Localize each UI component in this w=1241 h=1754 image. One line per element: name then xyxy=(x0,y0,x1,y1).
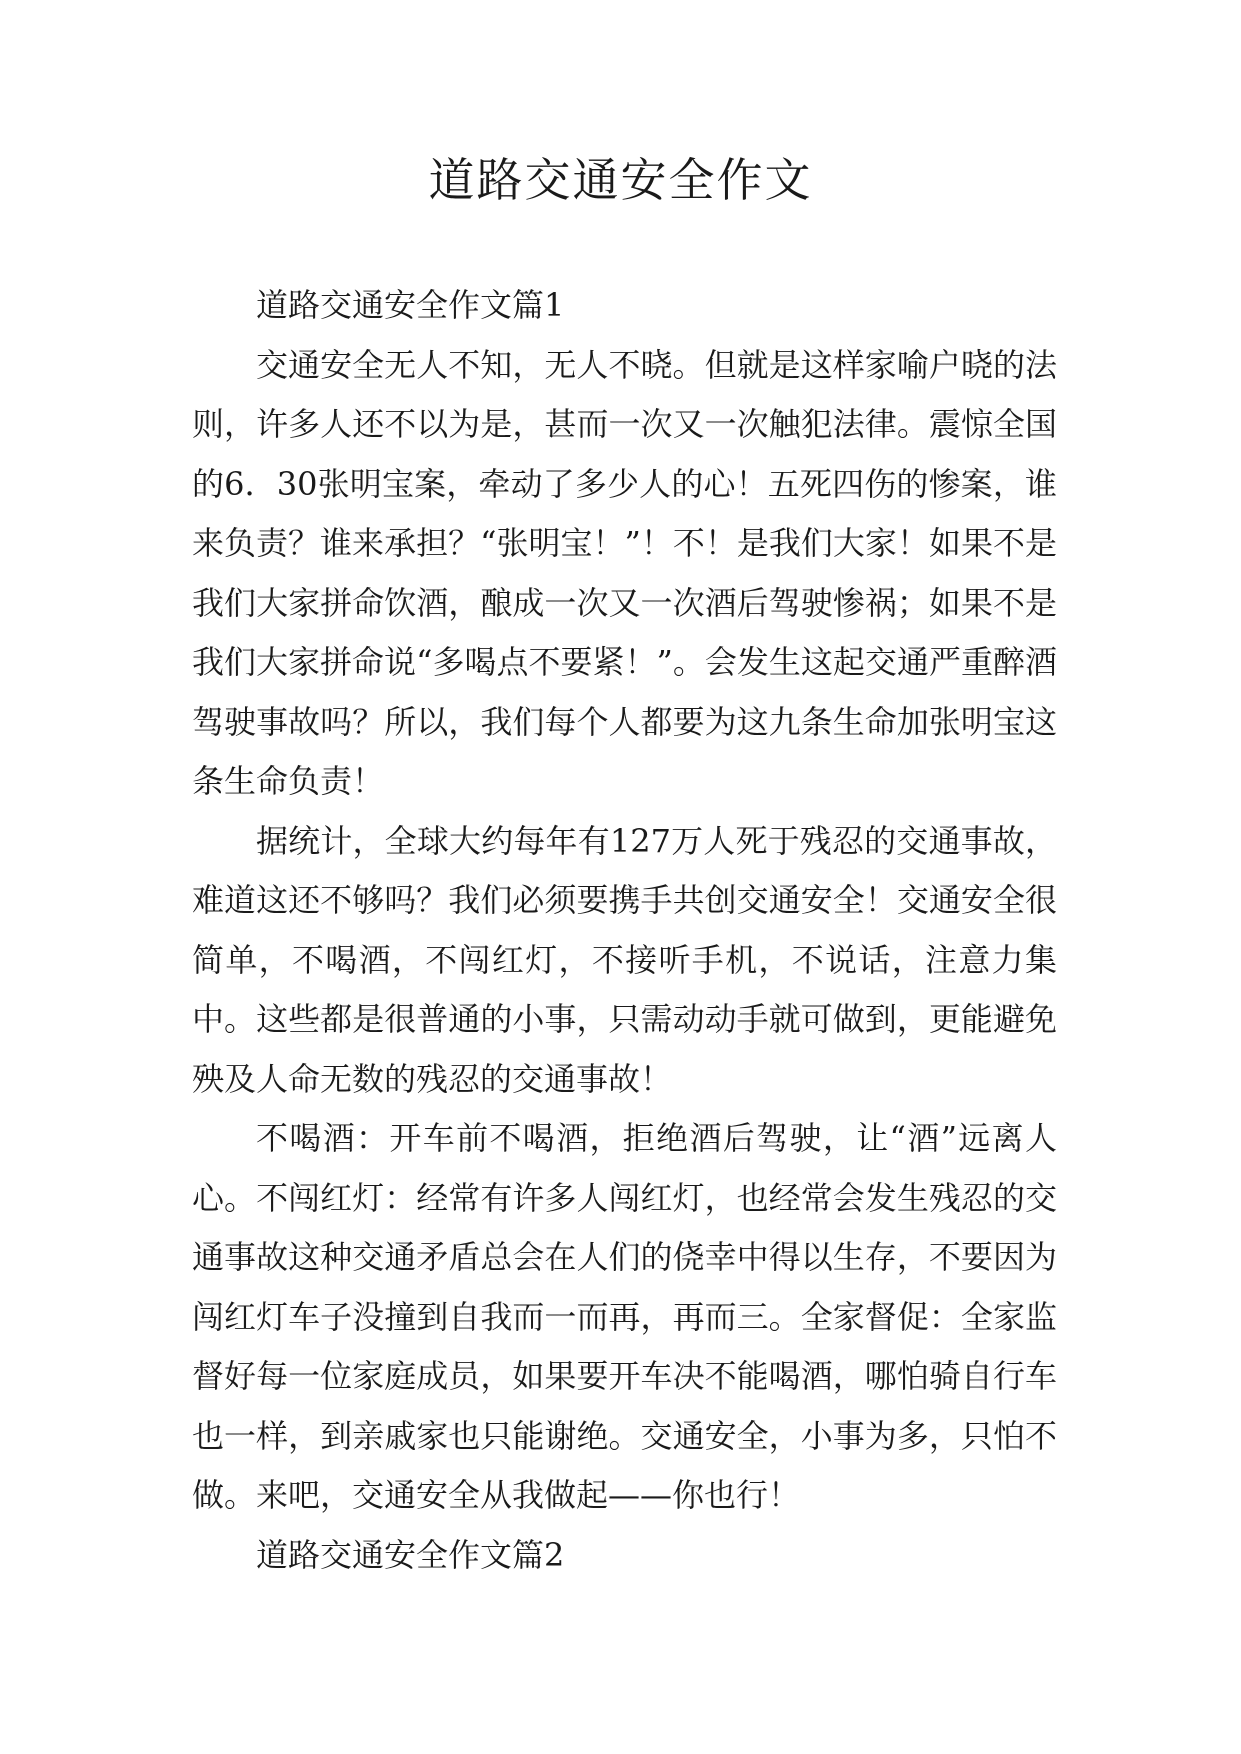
paragraph-3: 不喝酒：开车前不喝酒，拒绝酒后驾驶，让“酒”远离人心。不闯红灯：经常有许多人闯红灯，也经常会发生残忍的交通事故这种交通矛盾总会在人们的侥幸中得以生存，不要因为闯红灯车子没撞到自我而一而再，再而三。全家督促：全家监督好每一位家庭成员，如果要开车决不能喝酒，哪怕骑自行车也一样，到亲戚家也只能谢绝。交通安全，小事为多，只怕不做。来吧，交通安全从我做起——你也行！ xyxy=(192,1119,1057,1514)
document-title: 道路交通安全作文 xyxy=(428,153,813,207)
paragraph-1: 交通安全无人不知，无人不晓。但就是这样家喻户晓的法则，许多人还不以为是，甚而一次又一次触犯法律。震惊全国的6．30张明宝案，牵动了多少人的心！五死四伤的惨案，谁来负责？谁来承担？“张明宝！”！不！是我们大家！如果不是我们大家拼命饮酒，酿成一次又一次酒后驾驶惨祸；如果不是我们大家拼命说“多喝点不要紧！”。会发生这起交通严重醉酒驾驶事故吗？所以，我们每个人都要为这九条生命加张明宝这条生命负责！ xyxy=(192,345,1057,800)
paragraph-2: 据统计，全球大约每年有127万人死于残忍的交通事故，难道这还不够吗？我们必须要携手共创交通安全！交通安全很简单，不喝酒，不闯红灯，不接听手机，不说话，注意力集中。这些都是很普通的小事，只需动动手就可做到，更能避免殃及人命无数的残忍的交通事故！ xyxy=(192,821,1057,1098)
section-heading-2: 道路交通安全作文篇2 xyxy=(256,1535,565,1574)
section-heading-1: 道路交通安全作文篇1 xyxy=(256,286,565,324)
document-body xyxy=(192,276,1057,1585)
